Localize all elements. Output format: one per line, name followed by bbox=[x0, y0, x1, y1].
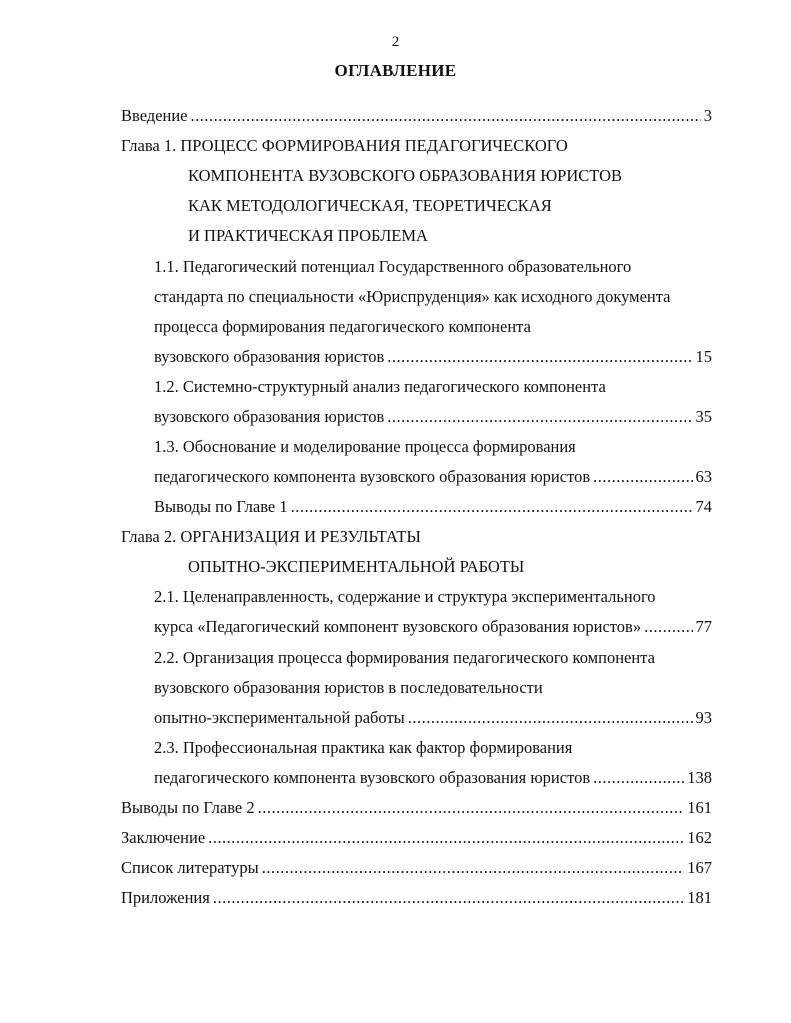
section-2-2-line: вузовского образования юристов в последовательности bbox=[154, 678, 543, 697]
section-2-3-line[interactable]: 2.3. Профессиональная практика как фактор формирования bbox=[154, 738, 573, 757]
toc-leader-dots bbox=[593, 763, 684, 793]
toc-entry-page: 15 bbox=[695, 347, 712, 366]
section-1-1-last-line bbox=[154, 342, 712, 372]
toc-entry-label: курса «Педагогический компонент вузовского образования юристов» bbox=[154, 617, 642, 636]
section-2-2-line[interactable]: 2.2. Организация процесса формирования педагогического компонента bbox=[154, 648, 655, 667]
toc-entry-chapter1-conclusions[interactable] bbox=[154, 492, 712, 522]
toc-entry-page: 161 bbox=[687, 798, 712, 817]
chapter2-heading-line: ОПЫТНО-ЭКСПЕРИМЕНТАЛЬНОЙ РАБОТЫ bbox=[188, 557, 525, 576]
toc-entry-label: вузовского образования юристов bbox=[154, 347, 385, 366]
toc-leader-dots bbox=[208, 823, 684, 853]
toc-entry-page: 138 bbox=[687, 768, 712, 787]
toc-leader-dots bbox=[408, 703, 693, 733]
section-1-2-last-line bbox=[154, 402, 712, 432]
chapter1-heading-line: И ПРАКТИЧЕСКАЯ ПРОБЛЕМА bbox=[188, 226, 428, 245]
toc-entry-page: 162 bbox=[687, 828, 712, 847]
toc-entry-label: Введение bbox=[121, 106, 188, 125]
section-1-2-line[interactable]: 1.2. Системно-структурный анализ педагогического компонента bbox=[154, 377, 606, 396]
toc-entry-page: 3 bbox=[703, 106, 712, 125]
toc-entry-page: 167 bbox=[687, 858, 712, 877]
section-1-1-line[interactable]: 1.1. Педагогический потенциал Государственного образовательного bbox=[154, 257, 632, 276]
toc-entry-label: вузовского образования юристов bbox=[154, 407, 385, 426]
toc-leader-dots bbox=[644, 612, 692, 642]
section-2-1-line[interactable]: 2.1. Целенаправленность, содержание и структура экспериментального bbox=[154, 587, 656, 606]
chapter1-heading-line: КОМПОНЕНТА ВУЗОВСКОГО ОБРАЗОВАНИЯ ЮРИСТОВ bbox=[188, 166, 623, 185]
section-2-1-last-line bbox=[154, 612, 712, 642]
toc-entry-page: 181 bbox=[687, 888, 712, 907]
toc-leader-dots bbox=[387, 342, 692, 372]
toc-leader-dots bbox=[213, 883, 684, 913]
toc-entry-label: педагогического компонента вузовского образования юристов bbox=[154, 467, 591, 486]
toc-leader-dots bbox=[593, 462, 692, 492]
chapter1-heading-line[interactable]: Глава 1. ПРОЦЕСС ФОРМИРОВАНИЯ ПЕДАГОГИЧЕСКОГО bbox=[121, 136, 568, 155]
toc-entry-intro[interactable] bbox=[121, 101, 712, 131]
toc-entry-references[interactable] bbox=[121, 853, 712, 883]
toc-leader-dots bbox=[191, 101, 701, 131]
toc-leader-dots bbox=[262, 853, 685, 883]
toc-entry-label: Выводы по Главе 1 bbox=[154, 497, 288, 516]
toc-entry-conclusion[interactable] bbox=[121, 823, 712, 853]
toc-leader-dots bbox=[291, 492, 693, 522]
section-2-3-last-line bbox=[154, 763, 712, 793]
chapter2-heading-line[interactable]: Глава 2. ОРГАНИЗАЦИЯ И РЕЗУЛЬТАТЫ bbox=[121, 527, 421, 546]
toc-entry-label: Список литературы bbox=[121, 858, 259, 877]
toc-title: ОГЛАВЛЕНИЕ bbox=[334, 61, 457, 80]
toc-entry-chapter2-conclusions[interactable] bbox=[121, 793, 712, 823]
toc-entry-label: педагогического компонента вузовского образования юристов bbox=[154, 768, 591, 787]
section-1-1-line: стандарта по специальности «Юриспруденция» как исходного документа bbox=[154, 287, 671, 306]
section-2-2-last-line bbox=[154, 703, 712, 733]
toc-entry-label: Заключение bbox=[121, 828, 206, 847]
toc-entry-page: 93 bbox=[695, 708, 712, 727]
chapter1-heading-line: КАК МЕТОДОЛОГИЧЕСКАЯ, ТЕОРЕТИЧЕСКАЯ bbox=[188, 196, 552, 215]
toc-entry-label: Выводы по Главе 2 bbox=[121, 798, 255, 817]
toc-entry-page: 63 bbox=[695, 467, 712, 486]
toc-leader-dots bbox=[258, 793, 685, 823]
toc-entry-label: опытно-экспериментальной работы bbox=[154, 708, 405, 727]
toc-leader-dots bbox=[387, 402, 692, 432]
toc-entry-label: Приложения bbox=[121, 888, 210, 907]
section-1-3-line[interactable]: 1.3. Обоснование и моделирование процесса формирования bbox=[154, 437, 576, 456]
toc-entry-page: 74 bbox=[695, 497, 712, 516]
page-number: 2 bbox=[391, 34, 400, 50]
toc-entry-page: 77 bbox=[695, 617, 712, 636]
toc-entry-page: 35 bbox=[695, 407, 712, 426]
toc-entry-appendices[interactable] bbox=[121, 883, 712, 913]
section-1-1-line: процесса формирования педагогического компонента bbox=[154, 317, 531, 336]
section-1-3-last-line bbox=[154, 462, 712, 492]
